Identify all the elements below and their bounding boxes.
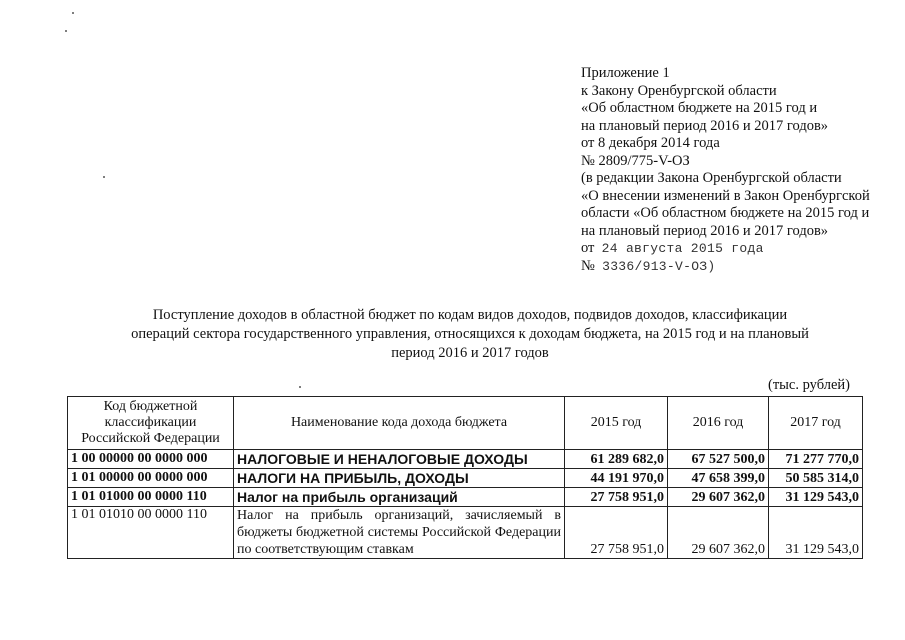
row-2016: 47 658 399,0 bbox=[668, 469, 769, 488]
row-2016: 67 527 500,0 bbox=[668, 450, 769, 469]
row-2016: 29 607 362,0 bbox=[668, 488, 769, 507]
row-code: 1 01 00000 00 0000 000 bbox=[68, 469, 234, 488]
appendix-line: (в редакции Закона Оренбургской области bbox=[581, 170, 842, 186]
row-2017: 71 277 770,0 bbox=[769, 450, 863, 469]
scan-speck bbox=[72, 12, 74, 14]
appendix-line: «О внесении изменений в Закон Оренбургской bbox=[581, 187, 870, 204]
appendix-line: к Закону Оренбургской области bbox=[581, 82, 777, 99]
appendix-line: «Об областном бюджете на 2015 год и bbox=[581, 100, 818, 116]
table-row bbox=[68, 469, 863, 488]
header-2016: 2016 год bbox=[668, 397, 769, 450]
amendment-date: 24 августа 2015 года bbox=[601, 241, 764, 256]
appendix-line: на плановый период 2016 и 2017 годов» bbox=[581, 117, 829, 134]
row-name: Налог на прибыль организаций bbox=[234, 488, 565, 507]
appendix-line: области «Об областном бюджете на 2015 год и bbox=[581, 205, 870, 221]
units-label: (тыс. рублей) bbox=[768, 377, 850, 393]
table-row bbox=[68, 450, 863, 469]
row-2017: 31 129 543,0 bbox=[769, 507, 863, 559]
amendment-number: 3336/913-V-ОЗ) bbox=[602, 258, 716, 274]
row-code: 1 00 00000 00 0000 000 bbox=[68, 450, 234, 469]
row-code: 1 01 01010 00 0000 110 bbox=[68, 507, 234, 559]
appendix-header bbox=[581, 65, 870, 275]
date-prefix: от bbox=[581, 240, 595, 256]
row-name: НАЛОГИ НА ПРИБЫЛЬ, ДОХОДЫ bbox=[234, 469, 565, 488]
header-name: Наименование кода дохода бюджета bbox=[234, 397, 565, 450]
table-row bbox=[68, 488, 863, 507]
header-code: Код бюджетной классификации Российской Федерации bbox=[68, 397, 234, 450]
scan-speck bbox=[299, 386, 301, 388]
table-row bbox=[68, 507, 863, 559]
title-line: операций сектора государственного управления, относящихся к доходам бюджета, на 2015 год и на плановый bbox=[131, 326, 809, 342]
row-2015: 44 191 970,0 bbox=[565, 469, 668, 488]
table-header-row bbox=[68, 397, 863, 450]
row-2017: 31 129 543,0 bbox=[769, 488, 863, 507]
row-2016: 29 607 362,0 bbox=[668, 507, 769, 559]
row-code: 1 01 01000 00 0000 110 bbox=[68, 488, 234, 507]
row-2015: 27 758 951,0 bbox=[565, 488, 668, 507]
row-name: НАЛОГОВЫЕ И НЕНАЛОГОВЫЕ ДОХОДЫ bbox=[234, 450, 565, 469]
appendix-line: Приложение 1 bbox=[581, 65, 670, 81]
appendix-line: на плановый период 2016 и 2017 годов» bbox=[581, 222, 829, 239]
header-2017: 2017 год bbox=[769, 397, 863, 450]
appendix-line: № 2809/775-V-ОЗ bbox=[581, 152, 690, 169]
row-name: Налог на прибыль организаций, зачисляемый в бюджеты бюджетной системы Российской Федерации по соответствующим ставкам bbox=[234, 507, 565, 559]
amendment-date-line bbox=[581, 240, 870, 258]
scan-speck bbox=[65, 30, 67, 32]
scan-speck bbox=[103, 176, 105, 178]
row-2015: 27 758 951,0 bbox=[565, 507, 668, 559]
title-line: Поступление доходов в областной бюджет по кодам видов доходов, подвидов доходов, классификации bbox=[152, 307, 788, 323]
row-2017: 50 585 314,0 bbox=[769, 469, 863, 488]
number-prefix: № bbox=[581, 257, 595, 274]
document-title bbox=[70, 306, 870, 363]
title-line: период 2016 и 2017 годов bbox=[391, 345, 549, 361]
appendix-line: от 8 декабря 2014 года bbox=[581, 135, 720, 151]
row-2015: 61 289 682,0 bbox=[565, 450, 668, 469]
amendment-number-line bbox=[581, 258, 870, 276]
revenue-table bbox=[67, 396, 863, 559]
header-2015: 2015 год bbox=[565, 397, 668, 450]
